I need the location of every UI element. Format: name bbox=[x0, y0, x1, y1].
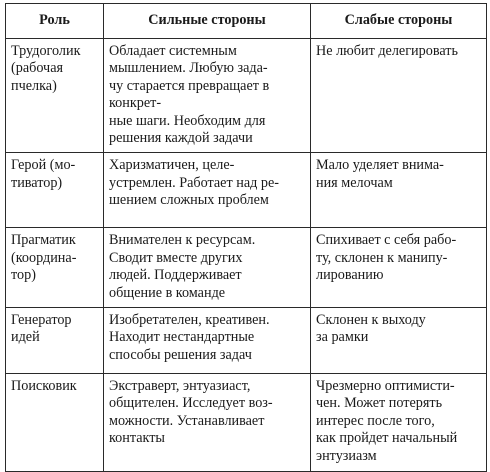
table-header bbox=[6, 4, 487, 39]
role-cell bbox=[6, 374, 104, 472]
strengths-cell bbox=[104, 228, 311, 308]
table-row bbox=[6, 39, 487, 153]
table-row bbox=[6, 374, 487, 472]
role-cell bbox=[6, 308, 104, 374]
header-strengths: Сильные стороны bbox=[104, 4, 311, 39]
weaknesses-cell bbox=[311, 374, 487, 472]
weaknesses-cell bbox=[311, 153, 487, 228]
table-row bbox=[6, 228, 487, 308]
role-cell bbox=[6, 153, 104, 228]
weaknesses-text: Склонен к выходу за рамки bbox=[316, 312, 426, 346]
table-body bbox=[6, 39, 487, 472]
strengths-text: Изобретателен, креативен. Находит нестандартные способы решения задач bbox=[109, 312, 270, 363]
role-text: Генератор идей bbox=[11, 312, 72, 346]
header-weaknesses: Слабые стороны bbox=[311, 4, 487, 39]
weaknesses-text: Чрезмерно оптимисти- чен. Может потерять интерес после того, как пройдет начальный энтузиазм bbox=[316, 378, 458, 464]
strengths-cell bbox=[104, 308, 311, 374]
strengths-text: Обладает системным мышлением. Любую зада- чу старается превращает в конкрет- ные шаги. Необходим для решения каждой задачи bbox=[109, 43, 270, 147]
weaknesses-cell bbox=[311, 308, 487, 374]
header-role: Роль bbox=[6, 4, 104, 39]
role-text: Прагматик (координа- тор) bbox=[11, 232, 77, 284]
role-text: Поисковик bbox=[11, 378, 77, 395]
weaknesses-cell bbox=[311, 228, 487, 308]
role-text: Герой (мо- тиватор) bbox=[11, 157, 76, 191]
strengths-text: Харизматичен, целе- устремлен. Работает над ре- шением сложных проблем bbox=[109, 157, 279, 209]
table-row bbox=[6, 308, 487, 374]
weaknesses-text: Мало уделяет внима- ния мелочам bbox=[316, 157, 444, 191]
roles-table bbox=[5, 3, 487, 472]
weaknesses-text: Спихивает с себя рабо- ту, склонен к манипу- лированию bbox=[316, 232, 457, 284]
weaknesses-cell bbox=[311, 39, 487, 153]
table-row bbox=[6, 153, 487, 228]
header-row bbox=[6, 4, 487, 39]
weaknesses-text: Не любит делегировать bbox=[316, 43, 458, 59]
role-cell bbox=[6, 39, 104, 153]
strengths-cell bbox=[104, 153, 311, 228]
role-text: Трудоголик (рабочая пчелка) bbox=[11, 43, 81, 94]
strengths-text: Внимателен к ресурсам. Сводит вместе других людей. Поддерживает общение в команде bbox=[109, 232, 256, 301]
strengths-cell bbox=[104, 374, 311, 472]
strengths-text: Экстраверт, энтуазиаст, общителен. Исследует воз- можности. Устанавливает контакты bbox=[109, 378, 273, 447]
role-cell bbox=[6, 228, 104, 308]
strengths-cell bbox=[104, 39, 311, 153]
